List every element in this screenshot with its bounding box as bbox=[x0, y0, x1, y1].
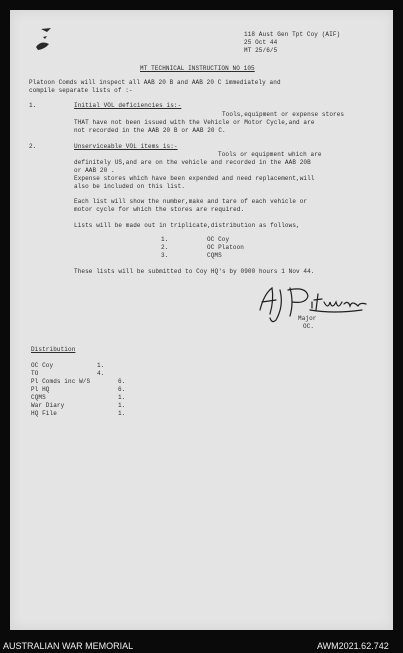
item-1-line-3: not recorded in the AAB 20 B or AAB 20 C. bbox=[74, 127, 226, 134]
distribution-row-to: HQ File bbox=[31, 410, 57, 417]
intro-line-1: Platoon Comds will inspect all AAB 20 B and AAB 20 C immediately and bbox=[29, 79, 281, 86]
document-title: MT TECHNICAL INSTRUCTION NO 105 bbox=[140, 65, 255, 72]
distribution-row-to: Pl HQ bbox=[31, 386, 50, 393]
item-2-heading: Unserviceable VOL items is:- bbox=[74, 143, 178, 150]
footer-accession-number: AWM2021.62.742 bbox=[317, 641, 389, 651]
rising-sun-emblem-icon bbox=[33, 25, 57, 53]
item-1-heading: Initial VOL deficiencies is:- bbox=[74, 102, 182, 109]
each-list-line-2: motor cycle for which the stores are required. bbox=[74, 206, 245, 213]
distribution-row-qty: 1. bbox=[118, 394, 126, 401]
intro-line-2: compile separate lists of :- bbox=[29, 87, 133, 94]
distribution-row-qty: 6. bbox=[118, 386, 126, 393]
header-date: 25 Oct 44 bbox=[244, 39, 278, 46]
distribution-row-to: War Diary bbox=[31, 402, 65, 409]
item-2-line-3: or AAB 20 . bbox=[74, 167, 115, 174]
item-2-number: 2. bbox=[29, 143, 37, 150]
distribution-row-to: TO bbox=[31, 370, 39, 377]
distribution-row-to: CQMS bbox=[31, 394, 46, 401]
header-ref: MT 25/6/5 bbox=[244, 47, 278, 54]
item-2-line-5: also be included on this list. bbox=[74, 183, 186, 190]
item-2-line-1: Tools or equipment which are bbox=[218, 151, 322, 158]
signature-appointment: OC. bbox=[303, 323, 315, 330]
distribution-row-qty: 6. bbox=[118, 378, 126, 385]
document-page bbox=[10, 10, 393, 630]
distribution-heading: Distribution bbox=[31, 346, 76, 353]
distribution-row-qty: 1. bbox=[97, 362, 105, 369]
copy-1-recipient: OC Coy bbox=[207, 236, 230, 243]
header-unit: 118 Aust Gen Tpt Coy (AIF) bbox=[244, 31, 341, 38]
copy-2-number: 2. bbox=[161, 244, 169, 251]
distribution-row-qty: 4. bbox=[97, 370, 105, 377]
each-list-line-1: Each list will show the number,make and tare of each vehicle or bbox=[74, 198, 308, 205]
distribution-row-qty: 1. bbox=[118, 410, 126, 417]
item-2-line-2: definitely US,and are on the vehicle and recorded in the AAB 20B bbox=[74, 159, 311, 166]
distribution-row-to: OC Coy bbox=[31, 362, 54, 369]
copy-2-recipient: OC Platoon bbox=[207, 244, 245, 251]
submit-line: These lists will be submitted to Coy HQ's by 0900 hours 1 Nov 44. bbox=[74, 268, 315, 275]
copy-1-number: 1. bbox=[161, 236, 169, 243]
signature-rank: Major bbox=[298, 315, 317, 322]
copy-3-recipient: CQMS bbox=[207, 252, 222, 259]
item-1-line-2: THAT have not been issued with the Vehicle or Motor Cycle,and are bbox=[74, 119, 315, 126]
distribution-row-to: Pl Comds inc W/S bbox=[31, 378, 91, 385]
item-2-line-4: Expense stores which have been expended and need replacement,will bbox=[74, 175, 315, 182]
item-1-line-1: Tools,equipment or expense stores bbox=[222, 111, 345, 118]
distribution-row-qty: 1. bbox=[118, 402, 126, 409]
footer-institution: AUSTRALIAN WAR MEMORIAL bbox=[3, 641, 134, 651]
item-1-number: 1. bbox=[29, 102, 37, 109]
copy-3-number: 3. bbox=[161, 252, 169, 259]
triplicate-line: Lists will be made out in triplicate,distribution as follows, bbox=[74, 222, 300, 229]
